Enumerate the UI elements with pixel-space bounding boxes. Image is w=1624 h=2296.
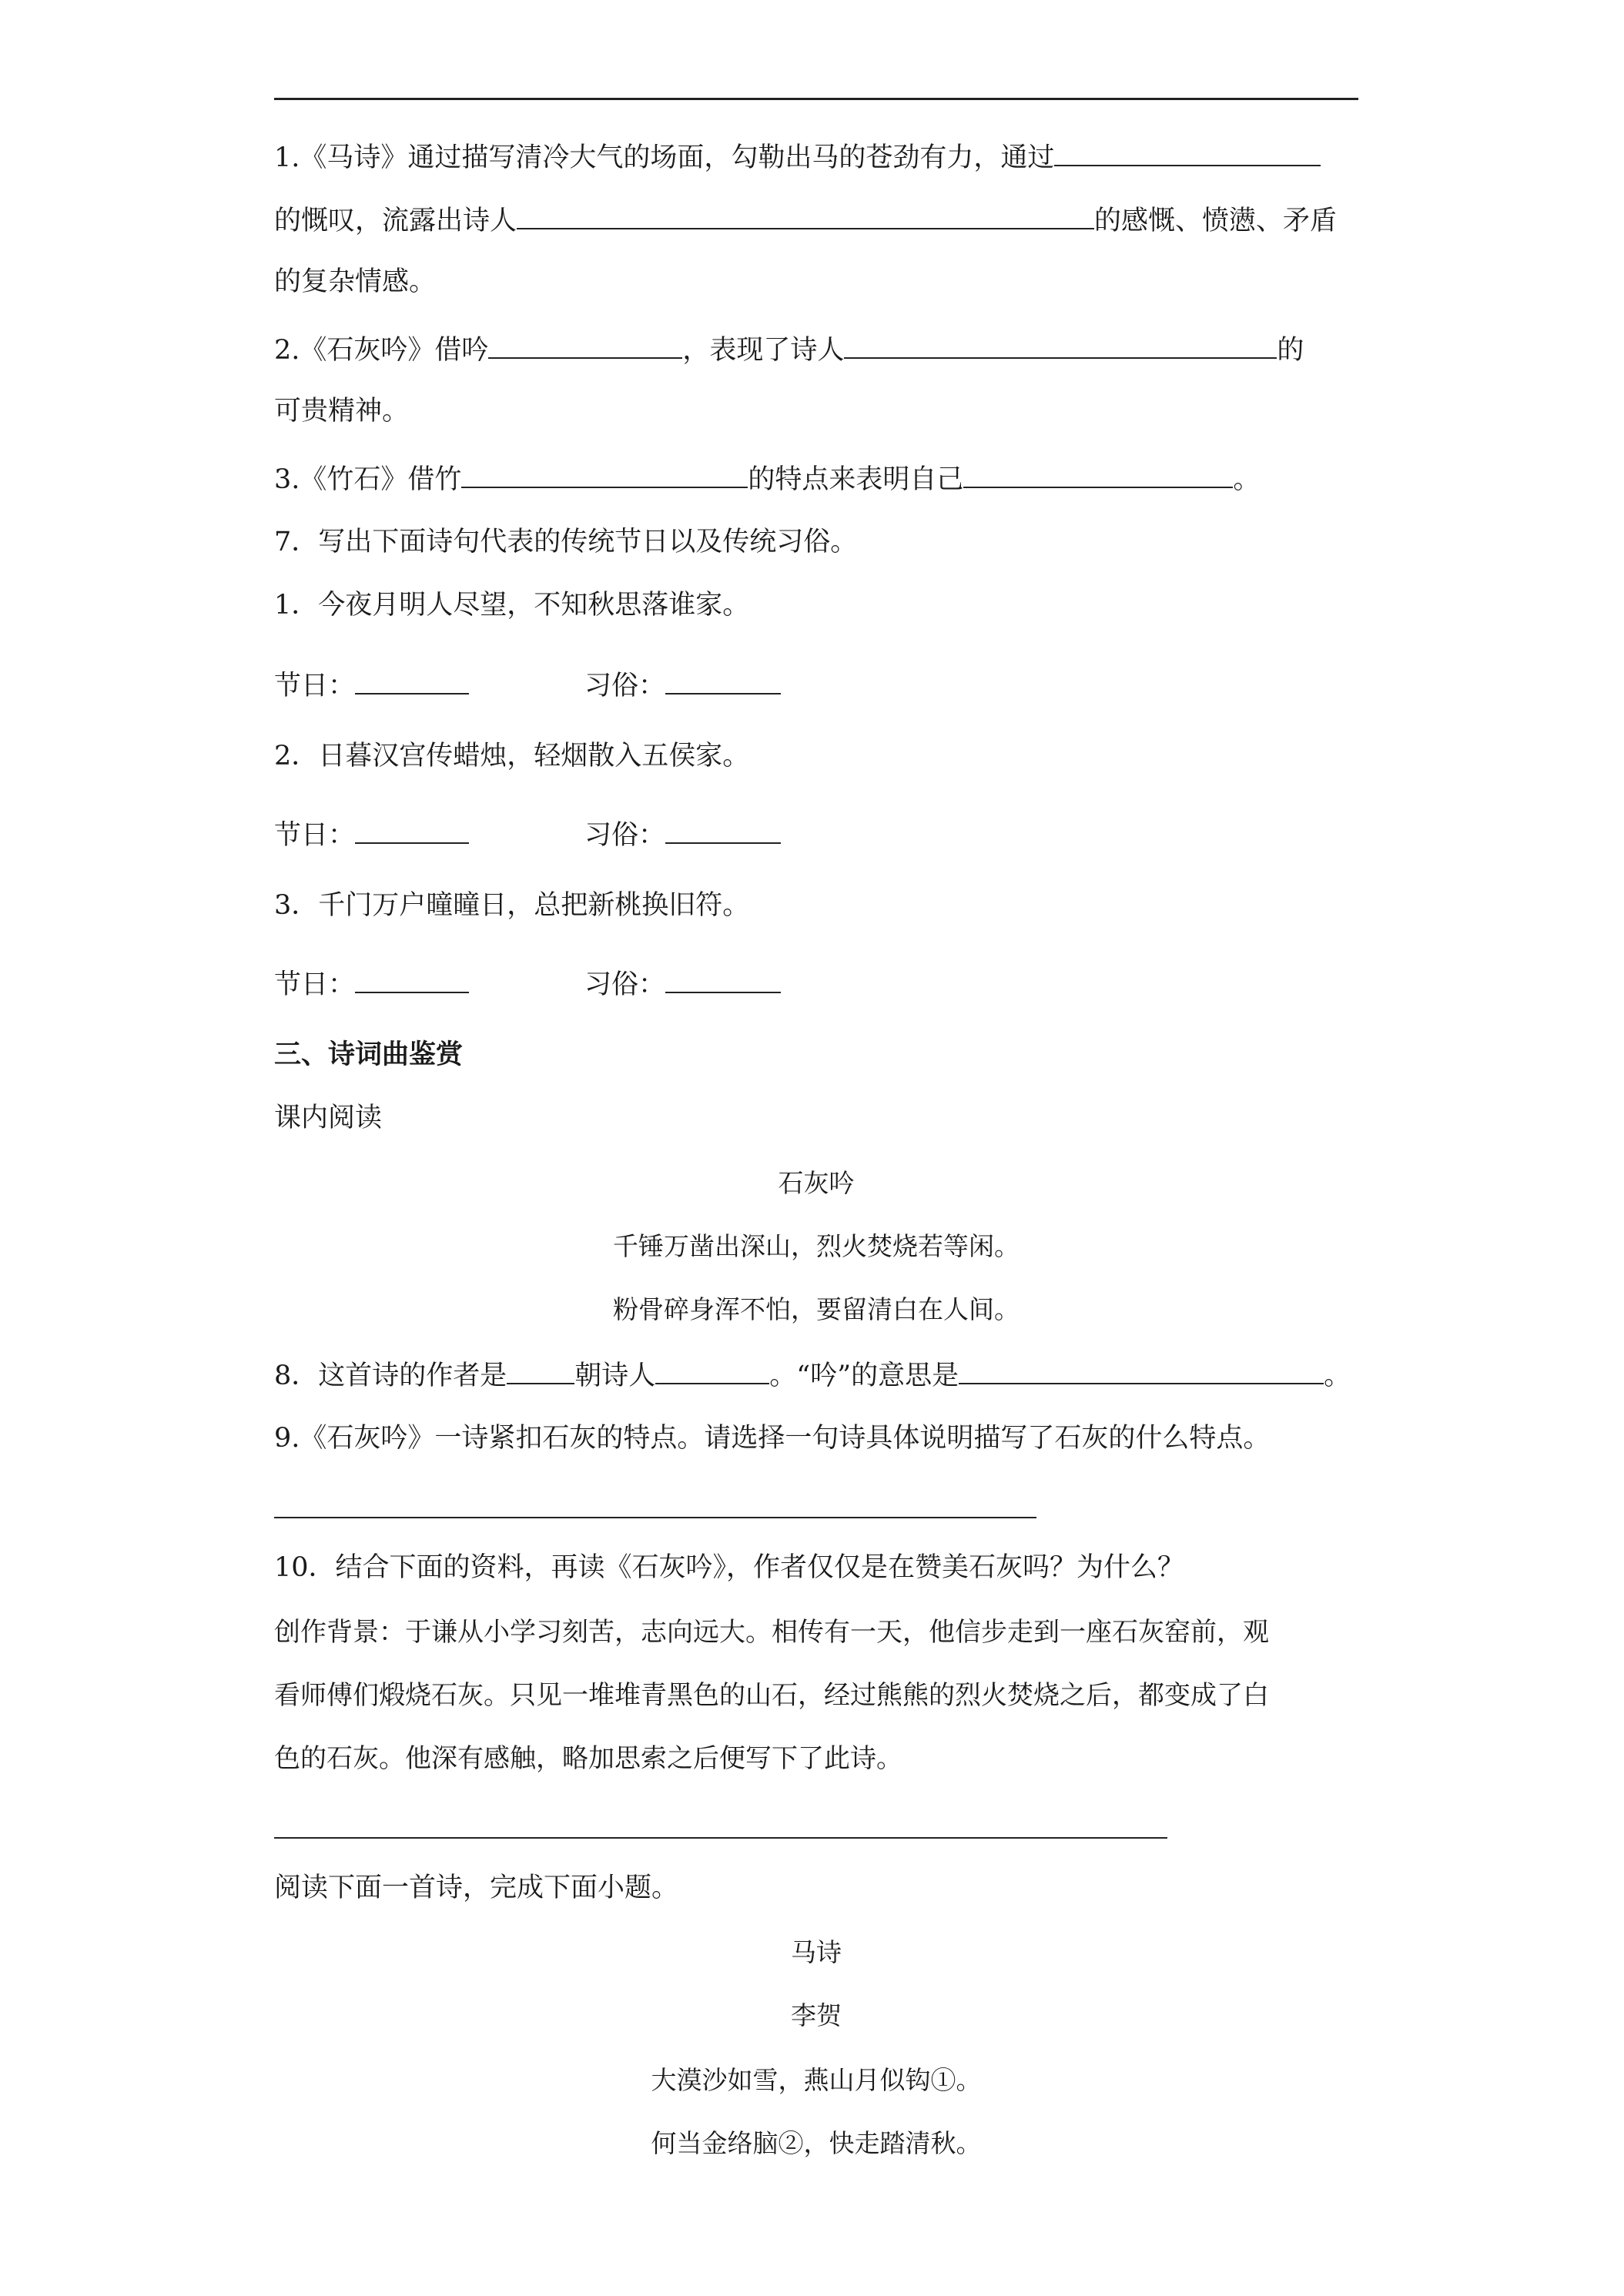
q9: 9.《石灰吟》一诗紧扣石灰的特点。请选择一句诗具体说明描写了石灰的什么特点。	[274, 1423, 1271, 1454]
q6-item2-line2: 可贵精神。	[274, 396, 410, 427]
q7-item-3: 3．千门万户曈曈日，总把新桃换旧符。	[274, 890, 750, 921]
q10-answer-line[interactable]	[274, 1837, 1167, 1839]
q10-background-line: 看师傅们煅烧石灰。只见一堆堆青黑色的山石，经过熊熊的烈火焚烧之后，都变成了白	[274, 1680, 1269, 1711]
section-subheading: 课内阅读	[274, 1103, 383, 1133]
poem-line: 粉骨碎身浑不怕，要留清白在人间。	[613, 1294, 1020, 1324]
answer-blank[interactable]	[655, 1357, 769, 1384]
answer-blank[interactable]	[959, 1357, 1324, 1384]
poem-line: 大漠沙如雪，燕山月似钩①。	[651, 2065, 982, 2095]
poem-line: 何当金络脑②，快走踏清秋。	[651, 2128, 982, 2158]
q9-answer-line[interactable]	[274, 1517, 1036, 1518]
q10-background-line: 色的石灰。他深有感触，略加思索之后便写下了此诗。	[274, 1743, 902, 1774]
q6-item1-line3: 的复杂情感。	[274, 266, 437, 297]
poem-title: 石灰吟	[778, 1168, 855, 1198]
q7-answer-row-3: 节日： 习俗：	[274, 966, 781, 1002]
custom-blank[interactable]	[665, 667, 781, 694]
festival-blank[interactable]	[355, 816, 469, 844]
q6-item3: 3.《竹石》借竹 的特点来表明自己 。	[274, 460, 1260, 497]
answer-blank[interactable]	[488, 331, 682, 359]
q8: 8．这首诗的作者是 朝诗人 。“吟”的意思是 。	[274, 1357, 1351, 1393]
answer-blank[interactable]	[507, 1357, 574, 1384]
answer-blank[interactable]	[1054, 139, 1321, 166]
poem-title: 马诗	[791, 1937, 842, 1967]
q6-item1-line2: 的慨叹，流露出诗人 的感慨、愤懑、矛盾	[274, 202, 1337, 238]
q7-answer-row-1: 节日： 习俗：	[274, 667, 781, 703]
answer-blank[interactable]	[844, 331, 1277, 359]
answer-blank[interactable]	[461, 460, 748, 488]
q6-item2-line1: 2.《石灰吟》借吟 ，表现了诗人 的	[274, 331, 1304, 367]
q6-item1-line1: 1.《马诗》通过描写清冷大气的场面，勾勒出马的苍劲有力，通过	[274, 139, 1321, 175]
q10: 10．结合下面的资料，再读《石灰吟》，作者仅仅是在赞美石灰吗？为什么？	[274, 1552, 1185, 1583]
q7-item-1: 1．今夜月明人尽望，不知秋思落谁家。	[274, 590, 750, 621]
q7-item-2: 2．日暮汉宫传蜡烛，轻烟散入五侯家。	[274, 741, 750, 771]
reading-instruction: 阅读下面一首诗，完成下面小题。	[274, 1873, 679, 1903]
q10-background-line: 创作背景：于谦从小学习刻苦，志向远大。相传有一天，他信步走到一座石灰窑前，观	[274, 1617, 1269, 1648]
top-rule	[274, 98, 1358, 100]
section-heading: 三、诗词曲鉴赏	[274, 1039, 464, 1070]
poem-author: 李贺	[791, 2000, 842, 2030]
custom-blank[interactable]	[665, 966, 781, 993]
poem-line: 千锤万凿出深山，烈火焚烧若等闲。	[613, 1231, 1020, 1261]
answer-blank[interactable]	[963, 460, 1233, 488]
festival-blank[interactable]	[355, 667, 469, 694]
festival-blank[interactable]	[355, 966, 469, 993]
q7-prompt: 7．写出下面诗句代表的传统节日以及传统习俗。	[274, 527, 858, 557]
custom-blank[interactable]	[665, 816, 781, 844]
answer-blank[interactable]	[517, 202, 1094, 229]
q7-answer-row-2: 节日： 习俗：	[274, 816, 781, 852]
